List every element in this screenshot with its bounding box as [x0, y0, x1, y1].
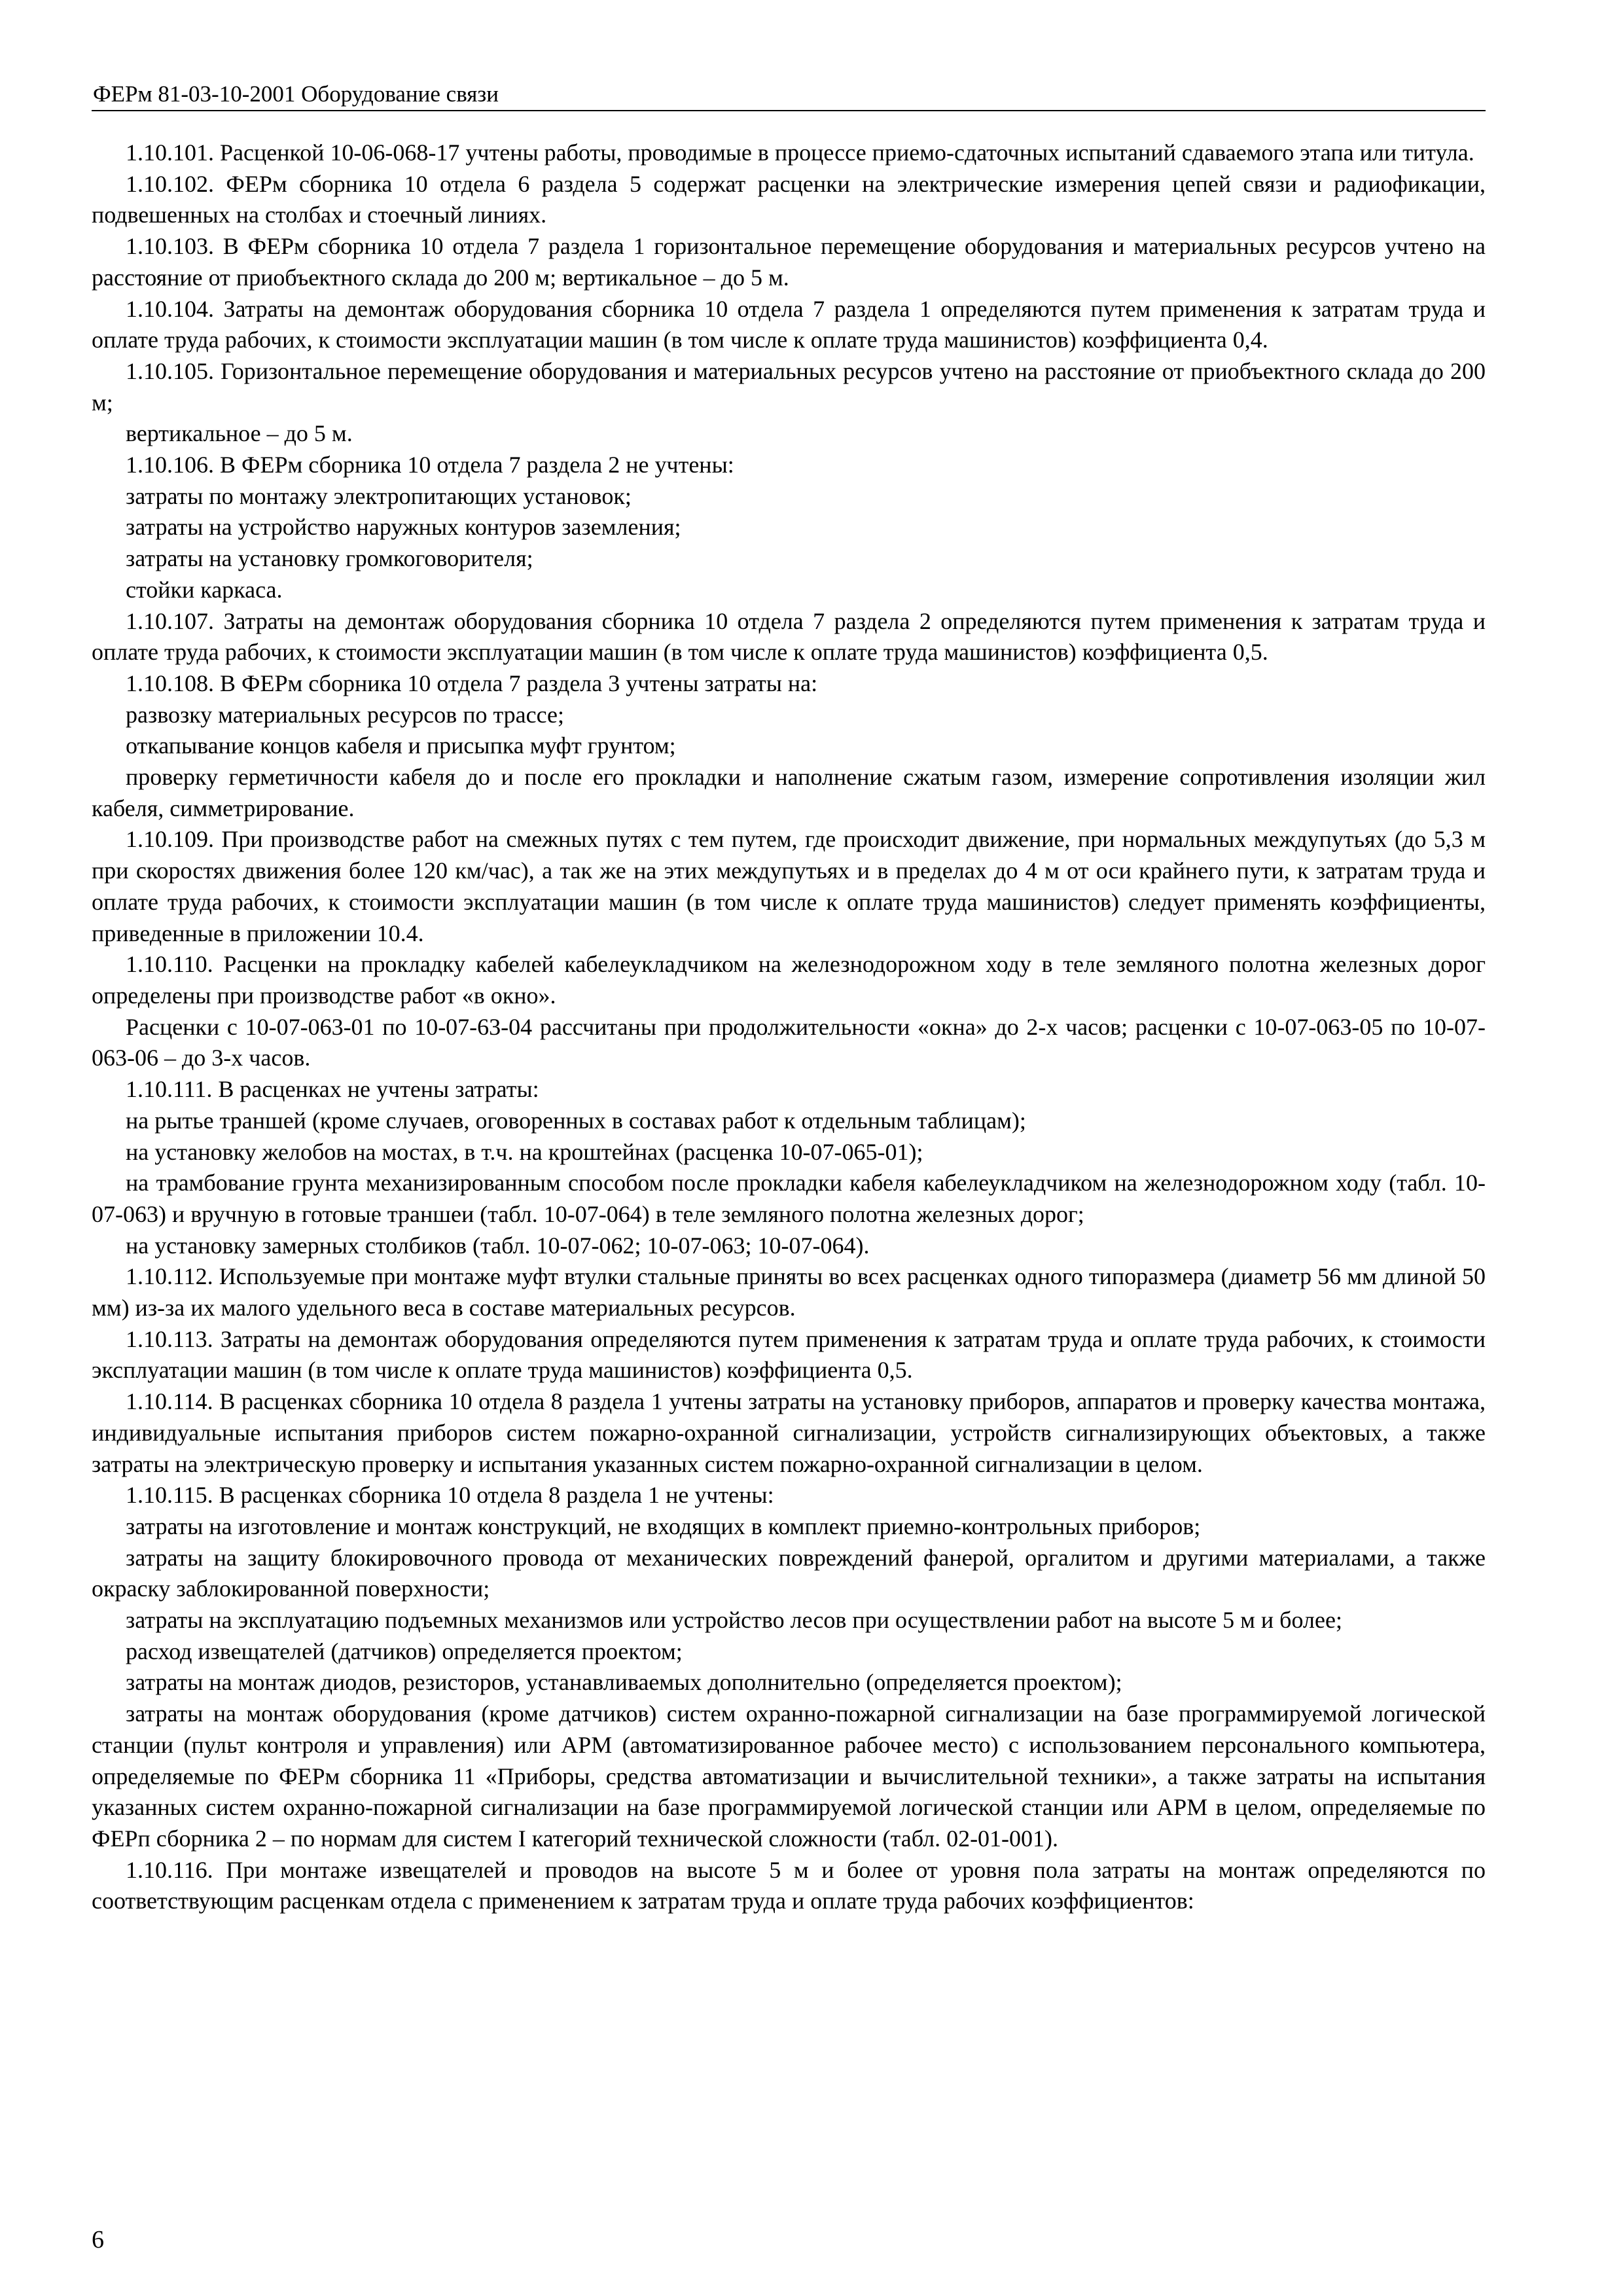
paragraph: 1.10.111. В расценках не учтены затраты: [126, 1076, 539, 1103]
document-body [92, 137, 1486, 1917]
paragraph: развозку материальных ресурсов по трассе; [126, 701, 564, 728]
paragraph: затраты на устройство наружных контуров заземления; [126, 514, 681, 541]
paragraph: Расценки с 10-07-063-01 по 10-07-63-04 рассчитаны при продолжительности «окна» до 2-х часов; расценки с 10-07-063-05 по 10-07-063-06 – до 3-х часов. [92, 1013, 1486, 1071]
paragraph: на трамбование грунта механизированным способом после прокладки кабеля кабелеукладчиком на железнодорожном ходу (табл. 10-07-063) и вручную в готовые траншеи (табл. 10-07-064) в теле земляного полотна железных дорог; [92, 1170, 1486, 1227]
paragraph: расход извещателей (датчиков) определяется проектом; [126, 1638, 683, 1664]
paragraph: вертикальное – до 5 м. [126, 420, 353, 447]
paragraph: 1.10.103. В ФЕРм сборника 10 отдела 7 раздела 1 горизонтальное перемещение оборудования и материальных ресурсов учтено на расстояние от приобъектного склада до 200 м; вертикальное – до 5 м. [92, 233, 1486, 291]
paragraph: затраты на монтаж диодов, резисторов, устанавливаемых дополнительно (определяется проектом); [126, 1669, 1122, 1696]
paragraph: 1.10.115. В расценках сборника 10 отдела 8 раздела 1 не учтены: [126, 1482, 774, 1509]
page-number: 6 [92, 2226, 104, 2253]
paragraph: 1.10.102. ФЕРм сборника 10 отдела 6 раздела 5 содержат расценки на электрические измерения цепей связи и радиофикации, подвешенных на столбах и стоечный линиях. [92, 170, 1486, 228]
paragraph: затраты по монтажу электропитающих установок; [126, 482, 632, 509]
paragraph: затраты на монтаж оборудования (кроме датчиков) систем охранно-пожарной сигнализации на базе программируемой логической станции (пульт контроля и управления) или АРМ (автоматизированное рабочее место) с использованием персонального компьютера, определяемые по ФЕРм сборника 11 «Приборы, средства автоматизации и вычислительной техники», а также затраты на испытания указанных систем охранно-пожарной сигнализации на базе программируемой логической станции или АРМ в целом, определяемые по ФЕРп сборника 2 – по нормам для систем I категорий технической сложности (табл. 02-01-001). [92, 1700, 1486, 1852]
paragraph: 1.10.109. При производстве работ на смежных путях с тем путем, где происходит движение, при нормальных междупутьях (до 5,3 м при скоростях движения более 120 км/час), а так же на этих междупутьях и в пределах до 4 м от оси крайнего пути, к затратам труда и оплате труда рабочих, к стоимости эксплуатации машин (в том числе к оплате труда машинистов) следует применять коэффициенты, приведенные в приложении 10.4. [92, 826, 1486, 946]
paragraph: 1.10.105. Горизонтальное перемещение оборудования и материальных ресурсов учтено на расстояние от приобъектного склада до 200 м; [92, 357, 1486, 416]
paragraph: на установку замерных столбиков (табл. 10-07-062; 10-07-063; 10-07-064). [126, 1232, 870, 1259]
paragraph: 1.10.104. Затраты на демонтаж оборудования сборника 10 отдела 7 раздела 1 определяются путем применения к затратам труда и оплате труда рабочих, к стоимости эксплуатации машин (в том числе к оплате труда машинистов) коэффициента 0,4. [92, 295, 1486, 353]
header-title: ФЕРм 81-03-10-2001 Оборудование связи [93, 81, 499, 107]
paragraph: на установку желобов на мостах, в т.ч. на кроштейнах (расценка 10-07-065-01); [126, 1138, 923, 1165]
paragraph: 1.10.113. Затраты на демонтаж оборудования определяются путем применения к затратам труда и оплате труда рабочих, к стоимости эксплуатации машин (в том числе к оплате труда машинистов) коэффициента 0,5. [92, 1325, 1486, 1384]
paragraph: 1.10.101. Расценкой 10-06-068-17 учтены работы, проводимые в процессе приемо-сдаточных испытаний сдаваемого этапа или титула. [126, 139, 1474, 166]
running-header [92, 77, 1486, 111]
paragraph: проверку герметичности кабеля до и после его прокладки и наполнение сжатым газом, измерение сопротивления изоляции жил кабеля, симметрирование. [92, 764, 1486, 821]
paragraph: 1.10.107. Затраты на демонтаж оборудования сборника 10 отдела 7 раздела 2 определяются путем применения к затратам труда и оплате труда рабочих, к стоимости эксплуатации машин (в том числе к оплате труда машинистов) коэффициента 0,5. [92, 607, 1486, 666]
paragraph: 1.10.116. При монтаже извещателей и проводов на высоте 5 м и более от уровня пола затраты на монтаж определяются по соответствующим расценкам отдела с применением к затратам труда и оплате труда рабочих коэффициентов: [92, 1856, 1486, 1914]
paragraph: затраты на изготовление и монтаж конструкций, не входящих в комплект приемно-контрольных приборов; [126, 1513, 1201, 1539]
paragraph: откапывание концов кабеля и присыпка муфт грунтом; [126, 732, 676, 759]
paragraph: 1.10.110. Расценки на прокладку кабелей кабелеукладчиком на железнодорожном ходу в теле земляного полотна железных дорог определены при производстве работ «в окно». [92, 951, 1486, 1009]
paragraph: 1.10.108. В ФЕРм сборника 10 отдела 7 раздела 3 учтены затраты на: [126, 670, 818, 696]
paragraph: 1.10.112. Используемые при монтаже муфт втулки стальные приняты во всех расценках одного типоразмера (диаметр 56 мм длиной 50 мм) из-за их малого удельного веса в составе материальных ресурсов. [92, 1263, 1486, 1321]
paragraph: 1.10.106. В ФЕРм сборника 10 отдела 7 раздела 2 не учтены: [126, 452, 734, 478]
paragraph: затраты на эксплуатацию подъемных механизмов или устройство лесов при осуществлении работ на высоте 5 м и более; [126, 1607, 1342, 1634]
paragraph: на рытье траншей (кроме случаев, оговоренных в составах работ к отдельным таблицам); [126, 1107, 1026, 1134]
paragraph: затраты на защиту блокировочного провода от механических повреждений фанерой, оргалитом и другими материалами, а также окраску заблокированной поверхности; [92, 1544, 1486, 1602]
paragraph: затраты на установку громкоговорителя; [126, 545, 533, 572]
paragraph: стойки каркаса. [126, 576, 283, 603]
paragraph: 1.10.114. В расценках сборника 10 отдела 8 раздела 1 учтены затраты на установку приборов, аппаратов и проверку качества монтажа, индивидуальные испытания приборов систем пожарно-охранной сигнализации, устройств сигнализирующих объектовых, а также затраты на электрическую проверку и испытания указанных систем пожарно-охранной сигнализации в целом. [92, 1388, 1486, 1477]
